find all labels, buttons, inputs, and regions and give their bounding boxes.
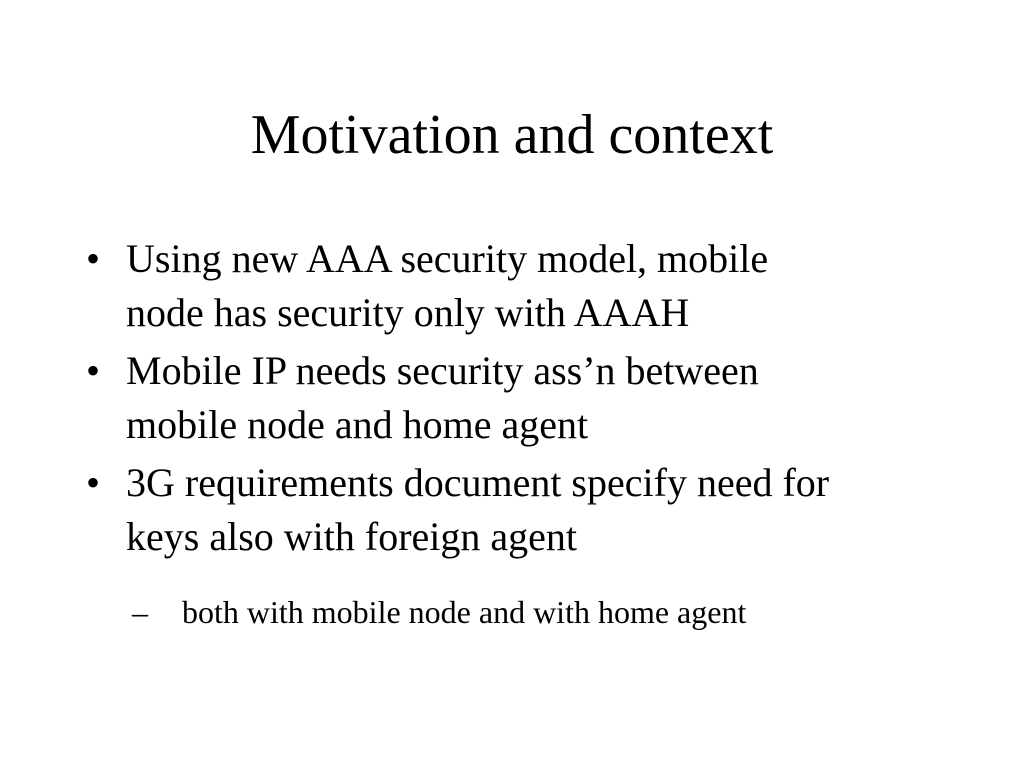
bullet-line: Using new AAA security model, mobile [126, 236, 769, 281]
bullet-item [86, 344, 966, 452]
bullet-item [86, 232, 966, 340]
sub-bullet-list [126, 588, 986, 636]
bullet-line: keys also with foreign agent [126, 514, 577, 559]
bullet-item [86, 456, 966, 564]
bullet-marker: • [86, 460, 101, 505]
bullet-line: Mobile IP needs security ass’n between [126, 348, 759, 393]
bullet-marker: • [86, 236, 101, 281]
bullet-marker: • [86, 348, 101, 393]
bullet-list [86, 232, 966, 568]
sub-bullet-item [126, 588, 986, 636]
dash-marker: – [132, 594, 148, 630]
bullet-line: mobile node and home agent [126, 402, 589, 447]
bullet-line: node has security only with AAAH [126, 290, 690, 335]
slide-title: Motivation and context [250, 104, 774, 166]
bullet-line: 3G requirements document specify need for [126, 460, 830, 505]
sub-bullet-text: both with mobile node and with home agent [182, 594, 747, 630]
